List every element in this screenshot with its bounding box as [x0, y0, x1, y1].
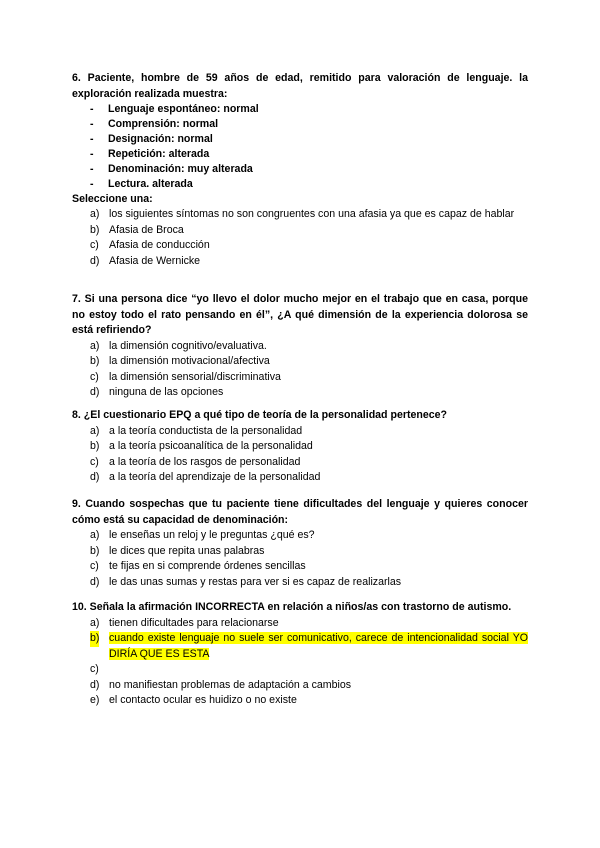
answer-option-highlighted	[72, 631, 528, 662]
question-9	[72, 497, 528, 590]
option-letter: b)	[90, 631, 99, 647]
answer-option	[72, 662, 528, 678]
option-text: a la teoría psicoanalítica de la personalidad	[109, 440, 313, 452]
finding-text: Designación: normal	[108, 133, 213, 145]
answer-option	[72, 455, 528, 471]
answer-option	[72, 339, 528, 355]
answer-option	[72, 254, 528, 270]
highlighted-option-text: cuando existe lenguaje no suele ser comunicativo, carece de intencionalidad social YO DIRÍA QUE ES ESTA	[109, 632, 528, 660]
option-text: Afasia de Broca	[109, 223, 184, 236]
question-6	[72, 71, 528, 269]
answer-option	[72, 354, 528, 370]
option-letter: a)	[90, 339, 100, 352]
option-letter: b)	[90, 355, 100, 367]
finding-text: Comprensión: normal	[108, 118, 219, 130]
answer-option	[72, 370, 528, 386]
option-letter: a)	[90, 529, 100, 541]
answer-option	[72, 223, 528, 239]
answer-option	[72, 385, 528, 401]
answer-option	[72, 678, 528, 694]
option-letter: c)	[90, 370, 99, 383]
option-letter: d)	[90, 386, 100, 398]
question-stem: 6. Paciente, hombre de 59 años de edad, remitido para valoración de lenguaje. la exploración realizada muestra:	[72, 72, 528, 100]
list-item	[72, 102, 528, 117]
answer-option	[72, 616, 528, 632]
option-letter: c)	[90, 560, 99, 572]
answer-option	[72, 439, 528, 455]
finding-text: Repetición: alterada	[108, 148, 210, 160]
option-letter: d)	[90, 575, 100, 588]
bullet-dash: -	[90, 148, 94, 160]
question-8	[72, 408, 528, 486]
bullet-dash: -	[90, 103, 94, 115]
option-letter: c)	[90, 663, 99, 675]
question-stem: 7. Si una persona dice “yo llevo el dolor mucho mejor en el trabajo que en casa, porque no estoy todo el rato pensando en él”, ¿A qué dimensión de la experiencia dolorosa se está refiriendo?	[72, 293, 528, 336]
option-text: a la teoría conductista de la personalidad	[109, 424, 303, 437]
answer-option	[72, 207, 528, 223]
select-label: Seleccione una:	[72, 193, 153, 205]
finding-text: Lenguaje espontáneo: normal	[108, 103, 259, 115]
list-item	[72, 177, 528, 192]
bullet-dash: -	[90, 163, 94, 175]
option-text: le dices que repita unas palabras	[109, 544, 265, 557]
option-letter: e)	[90, 694, 100, 706]
option-text: le das unas sumas y restas para ver si es capaz de realizarlas	[109, 575, 402, 588]
option-text: la dimensión cognitivo/evaluativa.	[109, 339, 267, 352]
question-10	[72, 600, 528, 709]
option-letter: a)	[90, 208, 100, 220]
finding-text: Denominación: muy alterada	[108, 163, 253, 175]
bullet-dash: -	[90, 133, 94, 145]
option-text: a la teoría del aprendizaje de la personalidad	[109, 471, 321, 483]
option-text: el contacto ocular es huidizo o no existe	[109, 694, 297, 706]
findings-list	[72, 102, 528, 192]
option-letter: a)	[90, 616, 100, 629]
option-text: la dimensión motivacional/afectiva	[109, 355, 270, 367]
list-item	[72, 147, 528, 162]
question-7	[72, 292, 528, 401]
bullet-dash: -	[90, 118, 94, 130]
option-letter: d)	[90, 471, 100, 483]
list-item	[72, 117, 528, 132]
answer-option	[72, 559, 528, 575]
option-text: la dimensión sensorial/discriminativa	[109, 370, 281, 383]
answer-option	[72, 424, 528, 440]
answer-option	[72, 238, 528, 254]
answer-option	[72, 528, 528, 544]
option-text: Afasia de Wernicke	[109, 254, 201, 267]
answer-option	[72, 544, 528, 560]
question-stem: 9. Cuando sospechas que tu paciente tiene dificultades del lenguaje y quieres conocer cómo está su capacidad de denominación:	[72, 498, 528, 526]
option-letter: c)	[90, 239, 99, 251]
option-letter: d)	[90, 678, 100, 691]
option-text: te fijas en si comprende órdenes sencillas	[109, 560, 306, 572]
option-text: los siguientes síntomas no son congruentes con una afasia ya que es capaz de hablar	[109, 208, 515, 220]
list-item	[72, 162, 528, 177]
option-letter: b)	[90, 544, 100, 557]
question-stem: 10. Señala la afirmación INCORRECTA en relación a niños/as con trastorno de autismo.	[72, 601, 512, 613]
option-text: a la teoría de los rasgos de personalidad	[109, 455, 301, 468]
option-letter: c)	[90, 455, 99, 468]
list-item	[72, 132, 528, 147]
answer-option	[72, 693, 528, 709]
question-stem: 8. ¿El cuestionario EPQ a qué tipo de teoría de la personalidad pertenece?	[72, 409, 447, 421]
option-letter: a)	[90, 424, 100, 437]
option-text: Afasia de conducción	[109, 239, 210, 251]
option-letter: d)	[90, 254, 100, 267]
option-text: tienen dificultades para relacionarse	[109, 616, 279, 629]
finding-text: Lectura. alterada	[108, 178, 193, 190]
answer-option	[72, 575, 528, 591]
option-letter: b)	[90, 440, 100, 452]
option-letter: b)	[90, 223, 100, 236]
answer-option	[72, 470, 528, 486]
option-text: le enseñas un reloj y le preguntas ¿qué es?	[109, 529, 315, 541]
option-text: no manifiestan problemas de adaptación a cambios	[109, 678, 352, 691]
bullet-dash: -	[90, 178, 94, 190]
option-text: ninguna de las opciones	[109, 386, 224, 398]
